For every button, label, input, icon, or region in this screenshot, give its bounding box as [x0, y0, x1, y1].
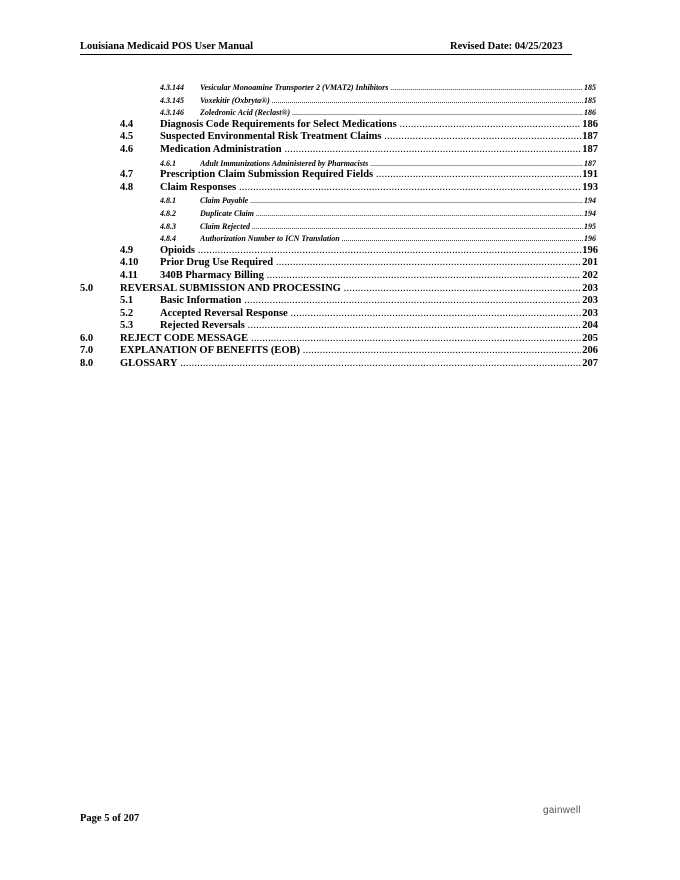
toc-entry-page: 205 — [582, 332, 598, 344]
toc-entry-number: 4.5 — [120, 131, 134, 143]
table-of-contents — [0, 81, 680, 371]
toc-entry-number: 4.3.146 — [160, 108, 184, 118]
toc-entry-number: 5.2 — [120, 307, 134, 319]
toc-entry-page: 195 — [584, 221, 596, 231]
toc-entry-page: 187 — [584, 158, 596, 168]
toc-entry[interactable] — [0, 207, 680, 220]
toc-entry[interactable] — [0, 220, 680, 233]
toc-entry-page: 191 — [582, 169, 598, 181]
toc-entry-title[interactable]: EXPLANATION OF BENEFITS (EOB) ..... — [120, 345, 598, 357]
toc-entry[interactable] — [0, 232, 680, 245]
toc-entry-number: 4.3.144 — [160, 83, 184, 92]
toc-entry-title[interactable]: REVERSAL SUBMISSION AND PROCESSING ..... — [120, 283, 598, 295]
toc-entry-page: 185 — [584, 95, 596, 105]
toc-entry-title[interactable]: Opioids ..... — [160, 245, 598, 257]
toc-entry-number: 4.8.3 — [160, 221, 176, 231]
toc-entry[interactable] — [0, 182, 680, 195]
toc-entry-title[interactable]: Duplicate Claim ..... — [200, 208, 596, 220]
toc-entry-number: 4.8.4 — [160, 234, 176, 244]
toc-entry[interactable] — [0, 257, 680, 270]
toc-entry-page: 201 — [582, 257, 598, 269]
toc-entry-number: 6.0 — [80, 332, 94, 344]
toc-entry-page: 185 — [584, 83, 596, 92]
toc-entry-number: 4.4 — [120, 118, 134, 130]
toc-entry[interactable] — [0, 169, 680, 182]
toc-entry[interactable] — [0, 358, 680, 371]
toc-entry-title[interactable]: Vesicular Monoamine Transporter 2 (VMAT2) Inhibitors ..... — [200, 82, 596, 94]
toc-entry-title[interactable]: Diagnosis Code Requirements for Select Medications ..... — [160, 119, 598, 131]
toc-entry-title[interactable]: Rejected Reversals ..... — [160, 320, 598, 332]
toc-entry-number: 4.10 — [120, 257, 139, 269]
toc-entry-page: 203 — [582, 295, 598, 307]
toc-entry-number: 8.0 — [80, 358, 94, 370]
toc-entry-number: 4.11 — [120, 269, 138, 281]
toc-entry[interactable] — [0, 81, 680, 94]
toc-entry-title[interactable]: REJECT CODE MESSAGE ..... — [120, 333, 598, 345]
toc-entry[interactable] — [0, 308, 680, 321]
toc-entry[interactable] — [0, 295, 680, 308]
toc-entry[interactable] — [0, 320, 680, 333]
toc-entry-title[interactable]: 340B Pharmacy Billing ..... — [160, 270, 598, 282]
toc-entry-number: 4.6 — [120, 143, 134, 155]
toc-entry-number: 4.8 — [120, 181, 134, 193]
toc-entry-page: 204 — [582, 320, 598, 332]
toc-entry-page: 196 — [582, 244, 598, 256]
toc-entry-title[interactable]: Suspected Environmental Risk Treatment Claims ..... — [160, 131, 598, 143]
toc-entry-number: 4.3.145 — [160, 95, 184, 105]
toc-entry[interactable] — [0, 94, 680, 107]
toc-entry-page: 187 — [582, 131, 598, 143]
toc-entry-page: 196 — [584, 234, 596, 244]
toc-entry-page: 187 — [582, 143, 598, 155]
page-number: Page 5 of 207 — [80, 813, 140, 824]
toc-entry-number: 4.8.2 — [160, 208, 176, 218]
toc-entry-title[interactable]: Claim Rejected ..... — [200, 221, 596, 233]
toc-entry-page: 194 — [584, 196, 596, 206]
toc-entry-page: 206 — [582, 345, 598, 357]
toc-entry-title[interactable]: Claim Payable ..... — [200, 195, 596, 207]
toc-entry-number: 7.0 — [80, 345, 94, 357]
toc-entry[interactable] — [0, 119, 680, 132]
toc-entry-page: 194 — [584, 208, 596, 218]
toc-entry-title[interactable]: GLOSSARY ..... — [120, 358, 598, 370]
toc-entry-title[interactable]: Voxekitir (Oxbryta®) ..... — [200, 95, 596, 107]
toc-entry[interactable] — [0, 106, 680, 119]
toc-entry-number: 4.7 — [120, 169, 134, 181]
toc-entry[interactable] — [0, 131, 680, 144]
toc-entry[interactable] — [0, 345, 680, 358]
toc-entry-number: 4.6.1 — [160, 158, 176, 168]
toc-entry-number: 4.9 — [120, 244, 134, 256]
revised-date: Revised Date: 04/25/2023 — [450, 41, 563, 52]
toc-entry-title[interactable]: Authorization Number to ICN Translation ..... — [200, 233, 596, 245]
toc-entry-page: 203 — [582, 282, 598, 294]
gainwell-logo: gainwell — [543, 805, 581, 816]
toc-entry-number: 5.0 — [80, 282, 94, 294]
toc-entry[interactable] — [0, 245, 680, 258]
toc-entry[interactable] — [0, 194, 680, 207]
toc-entry[interactable] — [0, 144, 680, 157]
toc-entry-title[interactable]: Zoledronic Acid (Reclast®) ..... — [200, 107, 596, 119]
toc-entry-number: 4.8.1 — [160, 196, 176, 206]
toc-entry[interactable] — [0, 333, 680, 346]
toc-entry-page: 186 — [584, 108, 596, 118]
toc-entry-page: 203 — [582, 307, 598, 319]
toc-entry-page: 193 — [582, 181, 598, 193]
toc-entry-page: 202 — [582, 269, 598, 281]
toc-entry[interactable] — [0, 157, 680, 170]
page-header — [80, 41, 572, 55]
toc-entry[interactable] — [0, 283, 680, 296]
toc-entry[interactable] — [0, 270, 680, 283]
toc-entry-title[interactable]: Adult Immunizations Administered by Pharmacists ..... — [200, 158, 596, 170]
toc-entry-title[interactable]: Claim Responses ..... — [160, 182, 598, 194]
toc-entry-title[interactable]: Accepted Reversal Response ..... — [160, 308, 598, 320]
toc-entry-page: 186 — [582, 118, 598, 130]
toc-entry-title[interactable]: Prior Drug Use Required ..... — [160, 257, 598, 269]
toc-entry-number: 5.3 — [120, 320, 134, 332]
toc-entry-page: 207 — [582, 358, 598, 370]
toc-entry-title[interactable]: Prescription Claim Submission Required Fields ..... — [160, 169, 598, 181]
toc-entry-title[interactable]: Basic Information ..... — [160, 295, 598, 307]
toc-entry-number: 5.1 — [120, 295, 134, 307]
manual-title: Louisiana Medicaid POS User Manual — [80, 41, 254, 52]
toc-entry-title[interactable]: Medication Administration ..... — [160, 144, 598, 156]
